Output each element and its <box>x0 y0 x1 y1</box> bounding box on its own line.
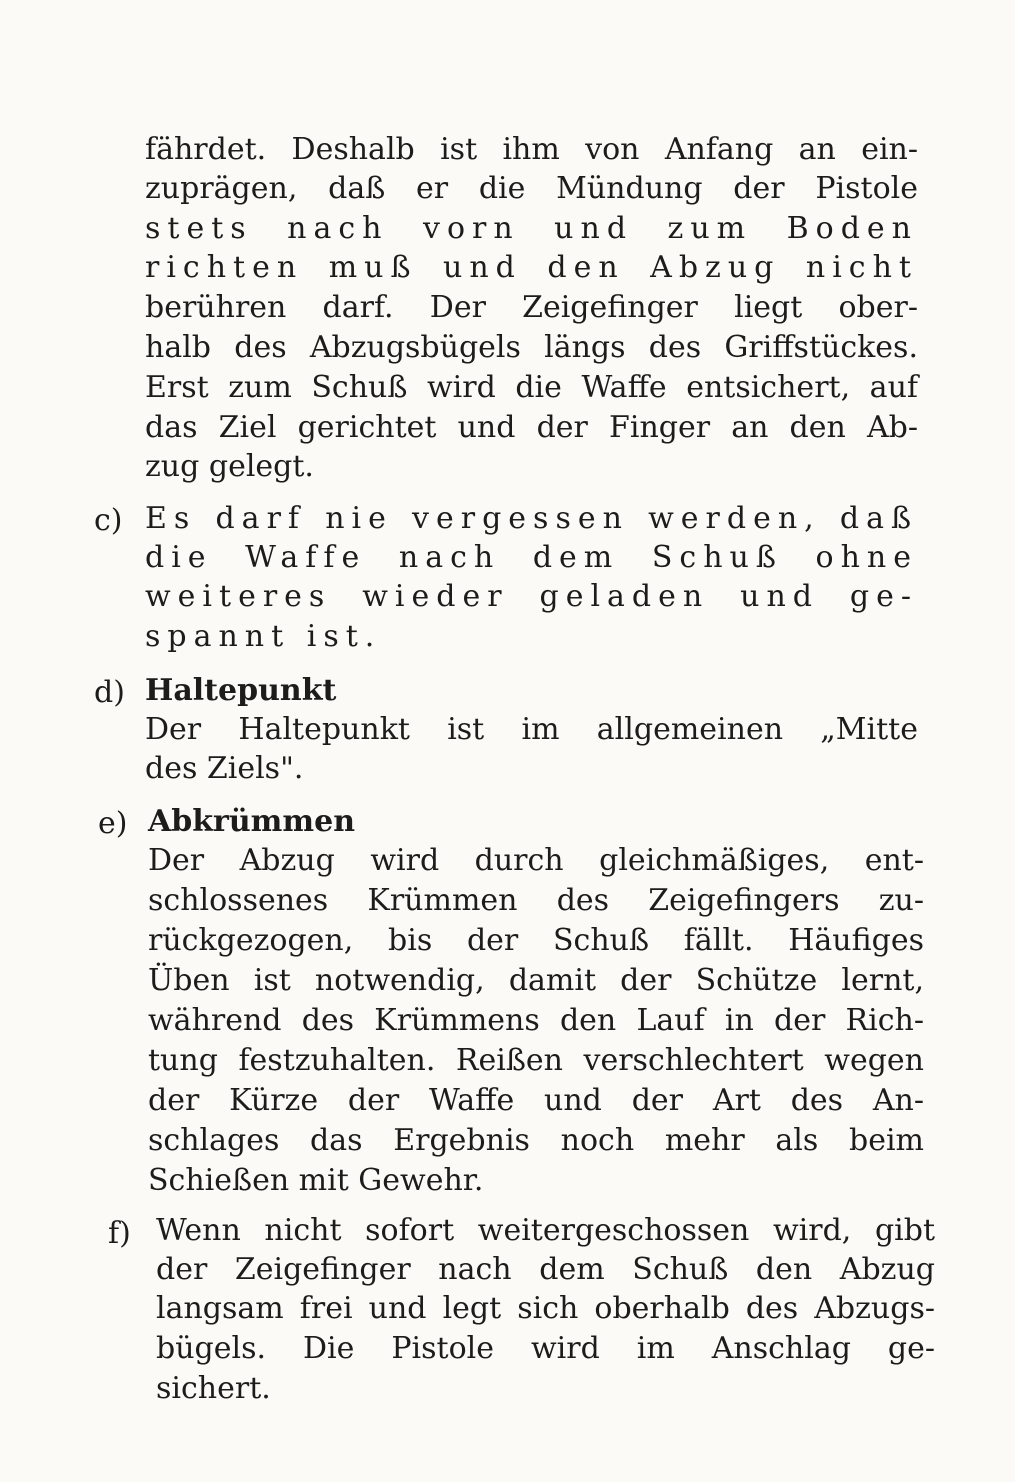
text-line: Schießen mit Gewehr. <box>148 1163 484 1198</box>
text-line: der Kürze der Waffe und der Art des An- <box>148 1083 924 1118</box>
text-line: berühren darf. Der Zeigefinger liegt ober- <box>145 290 918 325</box>
item-label-f: f) <box>108 1216 131 1251</box>
text-line: bügels. Die Pistole wird im Anschlag ge- <box>156 1331 935 1366</box>
text-line: während des Krümmens den Lauf in der Rich- <box>148 1003 924 1038</box>
text-line: zuprägen, daß er die Mündung der Pistole <box>145 171 918 206</box>
text-line-spaced: Es darf nie vergessen werden, daß <box>145 501 918 536</box>
text-line: rückgezogen, bis der Schuß fällt. Häufiges <box>148 923 924 958</box>
section-heading: Abkrümmen <box>148 804 356 839</box>
item-label-d: d) <box>94 675 125 710</box>
item-label-e: e) <box>98 806 128 841</box>
section-heading: Haltepunkt <box>145 673 337 708</box>
text-line: sichert. <box>156 1371 271 1406</box>
item-label-c: c) <box>94 503 123 538</box>
text-line: Der Haltepunkt ist im allgemeinen „Mitte <box>145 712 918 747</box>
text-line: schlossenes Krümmen des Zeigefingers zu- <box>148 883 924 918</box>
text-line: langsam frei und legt sich oberhalb des Abzugs- <box>156 1291 935 1326</box>
text-line-spaced: weiteres wieder geladen und ge- <box>145 579 918 614</box>
text-line: der Zeigefinger nach dem Schuß den Abzug <box>156 1252 935 1287</box>
text-line: schlages das Ergebnis noch mehr als beim <box>148 1123 924 1158</box>
text-line: tung festzuhalten. Reißen verschlechtert wegen <box>148 1043 924 1078</box>
text-line: Der Abzug wird durch gleichmäßiges, ent- <box>148 843 924 878</box>
text-line: Erst zum Schuß wird die Waffe entsichert, auf <box>145 370 918 405</box>
text-line: fährdet. Deshalb ist ihm von Anfang an ein- <box>145 132 918 167</box>
text-line: das Ziel gerichtet und der Finger an den Ab- <box>145 410 918 445</box>
text-line: Üben ist notwendig, damit der Schütze lernt, <box>148 963 924 998</box>
text-line: zug gelegt. <box>145 449 314 484</box>
text-line-spaced: richten muß und den Abzug nicht <box>145 250 918 285</box>
text-line: Wenn nicht sofort weitergeschossen wird, gibt <box>156 1213 935 1248</box>
text-line: des Ziels". <box>145 751 304 786</box>
text-line-spaced: stets nach vorn und zum Boden <box>145 211 918 246</box>
text-line-spaced: die Waffe nach dem Schuß ohne <box>145 540 918 575</box>
text-line: halb des Abzugsbügels längs des Griffstückes. <box>145 330 918 365</box>
text-line-spaced: spannt ist. <box>145 619 382 654</box>
